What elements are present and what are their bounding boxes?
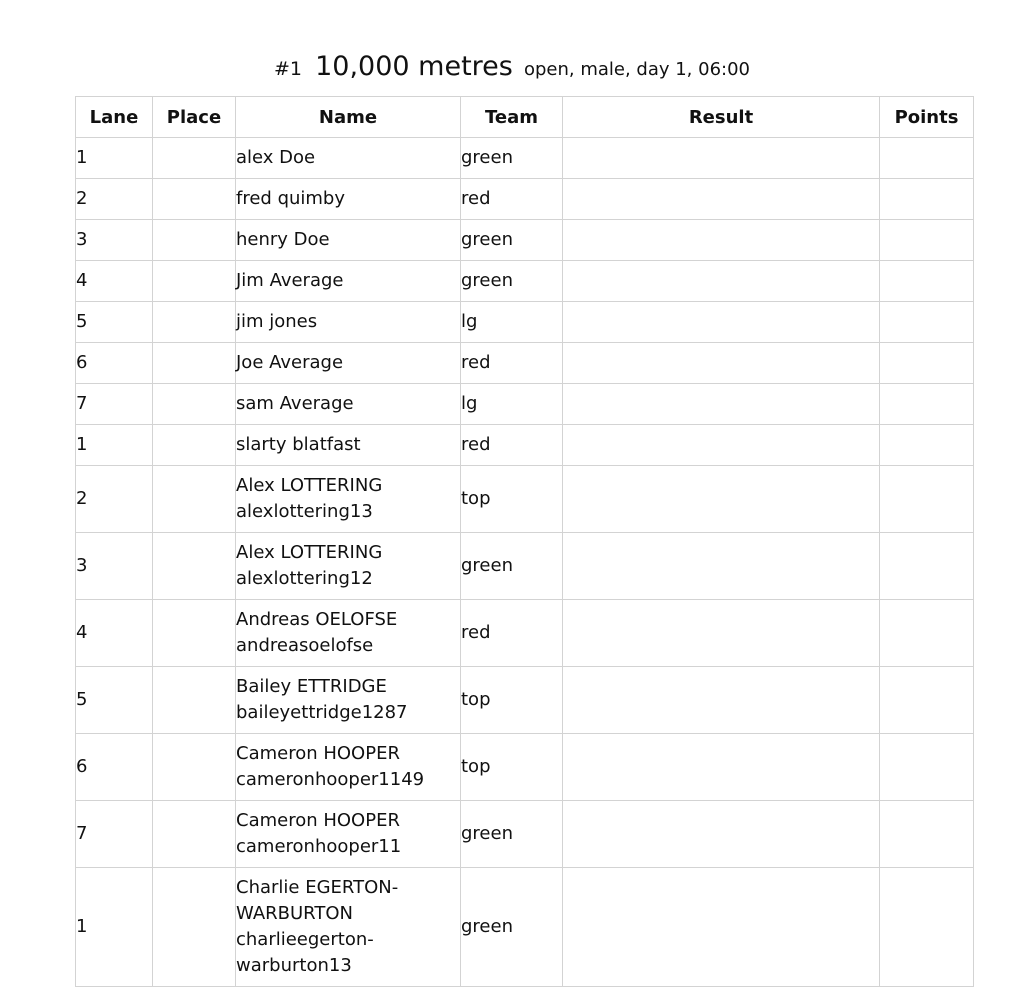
result-cell <box>563 600 880 667</box>
result-cell <box>563 384 880 425</box>
points-cell <box>880 734 974 801</box>
points-cell <box>880 343 974 384</box>
place-cell <box>153 302 236 343</box>
name-cell: Bailey ETTRIDGE baileyettridge1287 <box>236 667 461 734</box>
name-cell: Charlie EGERTON- WARBURTON charlieegerton- warburton13 <box>236 868 461 987</box>
name-cell: Cameron HOOPER cameronhooper11 <box>236 801 461 868</box>
lane-cell: 2 <box>76 179 153 220</box>
result-cell <box>563 801 880 868</box>
table-row <box>76 425 974 466</box>
lane-cell: 7 <box>76 384 153 425</box>
place-cell <box>153 466 236 533</box>
points-cell <box>880 138 974 179</box>
result-cell <box>563 138 880 179</box>
points-cell <box>880 179 974 220</box>
points-cell <box>880 868 974 987</box>
points-cell <box>880 667 974 734</box>
team-cell: green <box>461 868 563 987</box>
place-cell <box>153 384 236 425</box>
place-cell <box>153 425 236 466</box>
lane-cell: 4 <box>76 261 153 302</box>
table-row <box>76 868 974 987</box>
lane-cell: 1 <box>76 425 153 466</box>
team-cell: top <box>461 466 563 533</box>
table-row <box>76 302 974 343</box>
name-cell: Alex LOTTERING alexlottering13 <box>236 466 461 533</box>
team-cell: green <box>461 533 563 600</box>
place-cell <box>153 220 236 261</box>
team-cell: red <box>461 425 563 466</box>
team-cell: red <box>461 343 563 384</box>
place-cell <box>153 667 236 734</box>
table-row <box>76 384 974 425</box>
team-cell: lg <box>461 302 563 343</box>
name-cell: fred quimby <box>236 179 461 220</box>
team-cell: top <box>461 734 563 801</box>
name-cell: sam Average <box>236 384 461 425</box>
lane-cell: 5 <box>76 302 153 343</box>
results-table <box>75 96 974 987</box>
table-row <box>76 801 974 868</box>
name-cell: jim jones <box>236 302 461 343</box>
event-details: open, male, day 1, 06:00 <box>523 59 750 80</box>
team-cell: green <box>461 801 563 868</box>
column-header-points: Points <box>880 97 974 138</box>
result-cell <box>563 533 880 600</box>
name-cell: slarty blatfast <box>236 425 461 466</box>
place-cell <box>153 138 236 179</box>
name-cell: Joe Average <box>236 343 461 384</box>
name-cell: henry Doe <box>236 220 461 261</box>
lane-cell: 5 <box>76 667 153 734</box>
table-row <box>76 343 974 384</box>
points-cell <box>880 220 974 261</box>
place-cell <box>153 533 236 600</box>
team-cell: red <box>461 600 563 667</box>
result-cell <box>563 868 880 987</box>
lane-cell: 3 <box>76 533 153 600</box>
table-row <box>76 466 974 533</box>
result-cell <box>563 220 880 261</box>
team-cell: green <box>461 261 563 302</box>
result-cell <box>563 425 880 466</box>
name-cell: alex Doe <box>236 138 461 179</box>
table-row <box>76 734 974 801</box>
points-cell <box>880 425 974 466</box>
lane-cell: 1 <box>76 138 153 179</box>
column-header-lane: Lane <box>76 97 153 138</box>
team-cell: top <box>461 667 563 734</box>
name-cell: Andreas OELOFSE andreasoelofse <box>236 600 461 667</box>
place-cell <box>153 179 236 220</box>
result-cell <box>563 667 880 734</box>
table-row <box>76 533 974 600</box>
lane-cell: 4 <box>76 600 153 667</box>
place-cell <box>153 600 236 667</box>
team-cell: red <box>461 179 563 220</box>
points-cell <box>880 600 974 667</box>
team-cell: lg <box>461 384 563 425</box>
place-cell <box>153 868 236 987</box>
lane-cell: 1 <box>76 868 153 987</box>
points-cell <box>880 261 974 302</box>
lane-cell: 3 <box>76 220 153 261</box>
name-cell: Cameron HOOPER cameronhooper1149 <box>236 734 461 801</box>
table-header-row <box>76 97 974 138</box>
points-cell <box>880 384 974 425</box>
points-cell <box>880 466 974 533</box>
event-title: 10,000 metres <box>315 51 513 82</box>
points-cell <box>880 801 974 868</box>
place-cell <box>153 801 236 868</box>
table-row <box>76 220 974 261</box>
team-cell: green <box>461 138 563 179</box>
place-cell <box>153 343 236 384</box>
table-row <box>76 138 974 179</box>
column-header-name: Name <box>236 97 461 138</box>
name-cell: Alex LOTTERING alexlottering12 <box>236 533 461 600</box>
lane-cell: 6 <box>76 734 153 801</box>
table-row <box>76 667 974 734</box>
place-cell <box>153 261 236 302</box>
points-cell <box>880 302 974 343</box>
result-cell <box>563 466 880 533</box>
points-cell <box>880 533 974 600</box>
table-row <box>76 261 974 302</box>
column-header-result: Result <box>563 97 880 138</box>
result-cell <box>563 179 880 220</box>
result-cell <box>563 302 880 343</box>
column-header-team: Team <box>461 97 563 138</box>
team-cell: green <box>461 220 563 261</box>
column-header-place: Place <box>153 97 236 138</box>
result-cell <box>563 734 880 801</box>
lane-cell: 2 <box>76 466 153 533</box>
event-number: #1 <box>274 58 303 80</box>
lane-cell: 7 <box>76 801 153 868</box>
place-cell <box>153 734 236 801</box>
table-row <box>76 600 974 667</box>
table-row <box>76 179 974 220</box>
event-heading <box>0 50 1024 87</box>
lane-cell: 6 <box>76 343 153 384</box>
result-cell <box>563 343 880 384</box>
result-cell <box>563 261 880 302</box>
name-cell: Jim Average <box>236 261 461 302</box>
